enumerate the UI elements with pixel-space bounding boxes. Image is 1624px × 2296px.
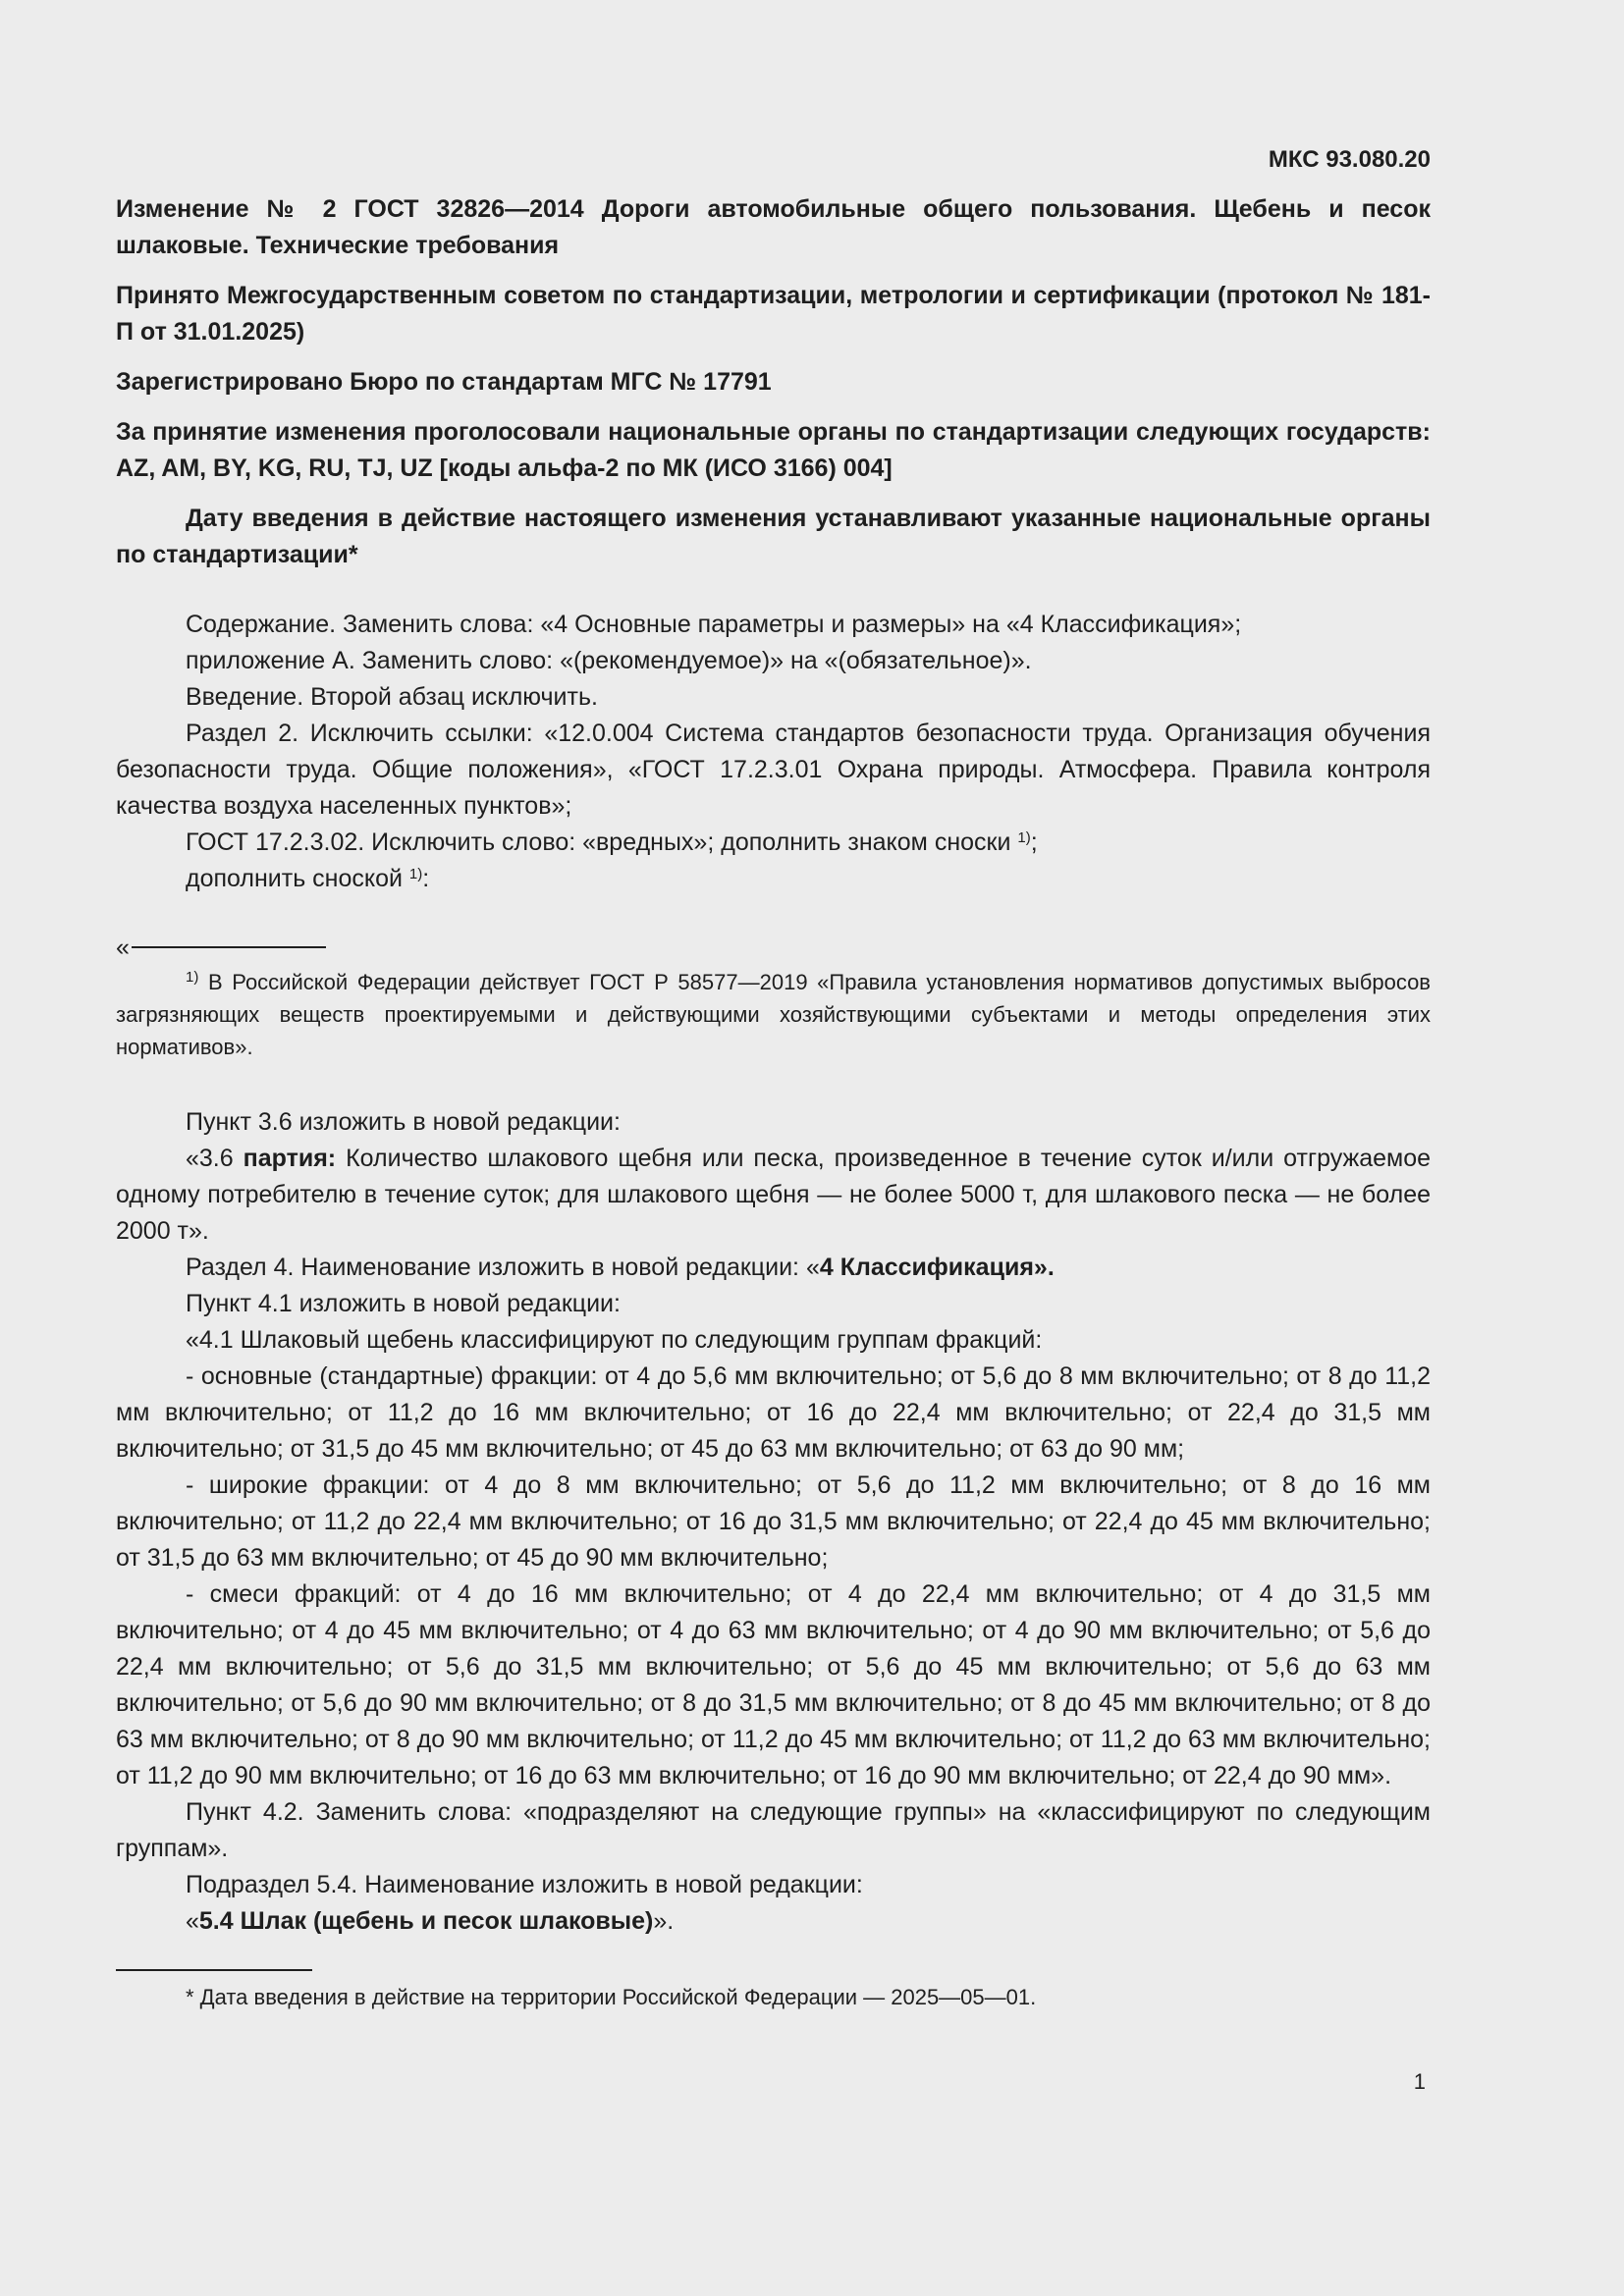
section-4-text: Раздел 4. Наименование изложить в новой редакции: « [186, 1254, 820, 1281]
footnote-mark: 1) [408, 866, 423, 882]
open-quote: « [186, 1907, 199, 1935]
footnote-separator [116, 1969, 312, 1971]
paragraph-item-4-1-intro: Пункт 4.1 изложить в новой редакции: [186, 1290, 621, 1317]
add-footnote-end: : [422, 865, 430, 892]
registration-statement: Зарегистрировано Бюро по стандартам МГС № 17791 [116, 368, 772, 396]
amendment-body [116, 607, 1431, 2013]
term-batch: партия: [243, 1145, 337, 1172]
voting-statement: За принятие изменения проголосовали национальные органы по стандартизации следующих государств: AZ, AM, BY, KG, RU, TJ, UZ [коды альфа-2 по МК (ИСО 3166) 004] [116, 418, 1431, 482]
page-number: 1 [1413, 2069, 1426, 2094]
adopted-statement: Принято Межгосударственным советом по стандартизации, метрологии и сертификации (протокол № 181-П от 31.01.2025) [116, 282, 1431, 346]
paragraph-basic-fractions: - основные (стандартные) фракции: от 4 до 5,6 мм включительно; от 5,6 до 8 мм включительно; от 8 до 11,2 мм включительно; от 11,2 до 16 мм включительно; от 16 до 22,4 мм включительно; от 22,4 до 31,5 мм включительно; от 31,5 до 45 мм включительно; от 45 до 63 мм включительно; от 63 до 90 мм; [116, 1362, 1431, 1463]
paragraph-item-4-1: «4.1 Шлаковый щебень классифицируют по следующим группам фракций: [186, 1326, 1043, 1354]
paragraph-item-3-6 [116, 1141, 1431, 1250]
paragraph-section-2: Раздел 2. Исключить ссылки: «12.0.004 Система стандартов безопасности труда. Организация обучения безопасности труда. Общие положения», «ГОСТ 17.2.3.01 Охрана природы. Атмосфера. Правила контроля качества воздуха населенных пунктов»; [116, 720, 1431, 820]
paragraph-fraction-mixes: - смеси фракций: от 4 до 16 мм включительно; от 4 до 22,4 мм включительно; от 4 до 31,5 мм включительно; от 4 до 45 мм включительно; от 4 до 63 мм включительно; от 4 до 90 мм включительно; от 5,6 до 22,4 мм включительно; от 5,6 до 31,5 мм включительно; от 5,6 до 45 мм включительно; от 5,6 до 63 мм включительно; от 5,6 до 90 мм включительно; от 8 до 31,5 мм включительно; от 8 до 45 мм включительно; от 8 до 63 мм включительно; от 8 до 90 мм включительно; от 11,2 до 45 мм включительно; от 11,2 до 63 мм включительно; от 11,2 до 90 мм включительно; от 16 до 63 мм включительно; от 16 до 90 мм включительно; от 22,4 до 90 мм». [116, 1580, 1431, 1789]
mks-code: МКС 93.080.20 [1268, 146, 1431, 173]
open-quote: « [116, 934, 130, 961]
footnote-rule [132, 946, 326, 948]
footnote-mark: 1) [1017, 829, 1031, 846]
amendment-body-continued [116, 1104, 1431, 1940]
inserted-footnote-separator [116, 933, 1431, 962]
item-3-6-number: «3.6 [186, 1145, 244, 1172]
page-content [116, 142, 1431, 2013]
inserted-footnote [116, 966, 1431, 1063]
gost-17-2-3-02-text: ГОСТ 17.2.3.02. Исключить слово: «вредных»; дополнить знаком сноски [186, 828, 1018, 856]
paragraph-gost-17-2-3-02 [116, 825, 1431, 861]
paragraph-subsection-5-4 [116, 1903, 1431, 1940]
inserted-footnote-text: В Российской Федерации действует ГОСТ Р 58577—2019 «Правила установления нормативов допустимых выбросов загрязняющих веществ проектируемыми и действующими хозяйствующими субъектами и методы определения этих нормативов». [116, 970, 1431, 1059]
gost-17-2-3-02-end: ; [1030, 828, 1038, 856]
close-quote: ». [653, 1907, 675, 1935]
effective-date-footnote: * Дата введения в действие на территории Российской Федерации — 2025—05—01. [186, 1985, 1037, 2009]
item-3-6-definition: Количество шлакового щебня или песка, произведенное в течение суток и/или отгружаемое одному потребителю в течение суток; для шлакового щебня — не более 5000 т, для шлакового песка — не более 2000 т». [116, 1145, 1431, 1245]
paragraph-annex-a: приложение А. Заменить слово: «(рекомендуемое)» на «(обязательное)». [186, 647, 1032, 674]
paragraph-add-footnote [116, 861, 1431, 897]
effective-date-statement: Дату введения в действие настоящего изменения устанавливают указанные национальные органы по стандартизации* [116, 505, 1431, 568]
amendment-title: Изменение № 2 ГОСТ 32826—2014 Дороги автомобильные общего пользования. Щебень и песок шлаковые. Технические требования [116, 195, 1431, 259]
subsection-5-4-title: 5.4 Шлак (щебень и песок шлаковые) [198, 1907, 654, 1935]
section-4-new-title: 4 Классификация». [819, 1254, 1055, 1281]
paragraph-item-3-6-intro: Пункт 3.6 изложить в новой редакции: [186, 1108, 621, 1136]
add-footnote-text: дополнить сноской [186, 865, 409, 892]
footnote-mark: 1) [186, 969, 199, 986]
paragraph-wide-fractions: - широкие фракции: от 4 до 8 мм включительно; от 5,6 до 11,2 мм включительно; от 8 до 16 мм включительно; от 11,2 до 22,4 мм включительно; от 16 до 31,5 мм включительно; от 22,4 до 45 мм включительно; от 31,5 до 63 мм включительно; от 45 до 90 мм включительно; [116, 1471, 1431, 1572]
paragraph-introduction: Введение. Второй абзац исключить. [186, 683, 598, 711]
paragraph-section-4 [116, 1250, 1431, 1286]
paragraph-contents: Содержание. Заменить слова: «4 Основные параметры и размеры» на «4 Классификация»; [186, 611, 1242, 638]
paragraph-item-4-2: Пункт 4.2. Заменить слова: «подразделяют на следующие группы» на «классифицируют по следующим группам». [116, 1798, 1431, 1862]
paragraph-subsection-5-4-intro: Подраздел 5.4. Наименование изложить в новой редакции: [186, 1871, 863, 1898]
